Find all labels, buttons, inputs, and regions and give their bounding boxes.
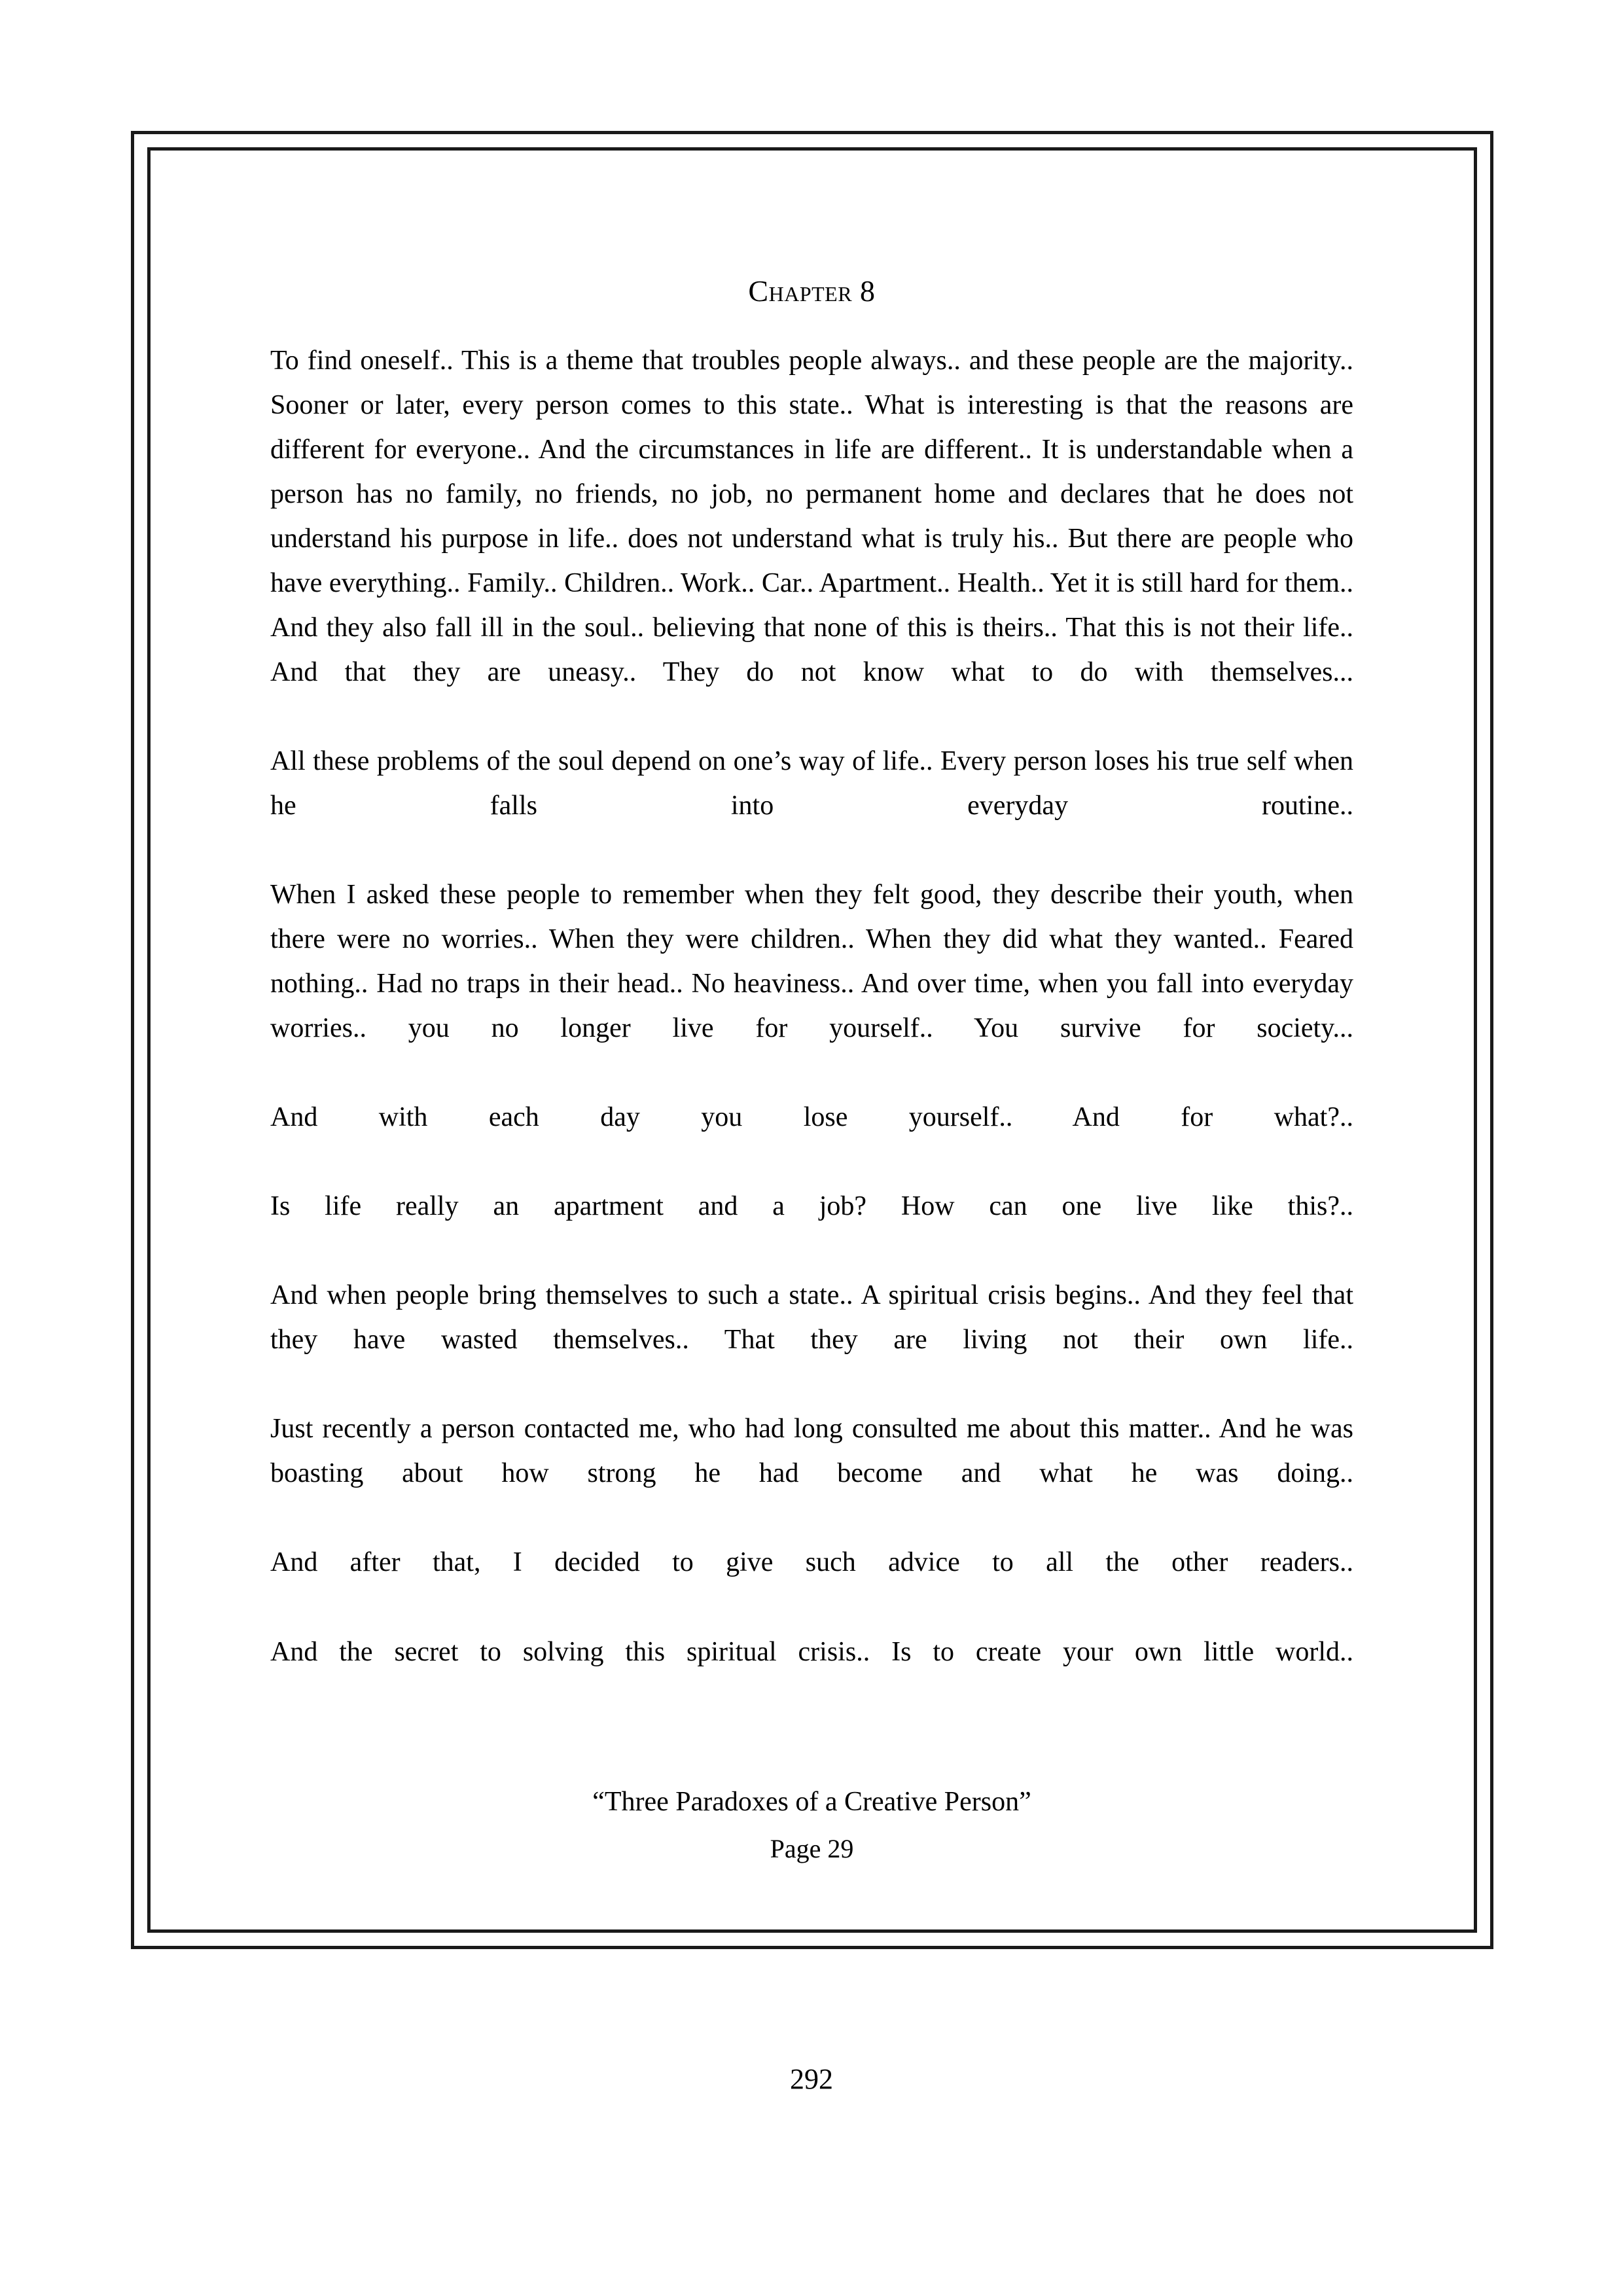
- source-page-reference: Page 29: [770, 1833, 854, 1863]
- body-paragraph: And with each day you lose yourself.. And for what?..: [270, 1102, 1353, 1133]
- page-folio-number: 292: [790, 2063, 833, 2095]
- attribution-block: [270, 1782, 1353, 1869]
- body-paragraph: Just recently a person contacted me, who had long consulted me about this matter.. And he was boasting about how strong he had become and what he was doing..: [270, 1414, 1353, 1489]
- body-text: [270, 338, 1353, 1719]
- page-content: [270, 275, 1353, 1869]
- source-title: “Three Paradoxes of a Creative Person”: [592, 1786, 1031, 1817]
- body-paragraph: When I asked these people to remember when they felt good, they describe their youth, when there were no worries.. When they were children.. When they did what they wanted.. Feared nothing.. Had no traps in their head.. No heaviness.. And over time, when you fall into everyday worries.. you no longer live for yourself.. You survive for society...: [270, 879, 1353, 1044]
- body-paragraph: And after that, I decided to give such advice to all the other readers..: [270, 1547, 1353, 1578]
- body-paragraph: And when people bring themselves to such a state.. A spiritual crisis begins.. And they feel that they have wasted themselves.. That they are living not their own life..: [270, 1280, 1353, 1355]
- body-paragraph: Is life really an apartment and a job? How can one live like this?..: [270, 1191, 1353, 1222]
- chapter-heading: Chapter 8: [748, 274, 876, 308]
- body-paragraph: And the secret to solving this spiritual crisis.. Is to create your own little world..: [270, 1636, 1353, 1667]
- body-paragraph: All these problems of the soul depend on one’s way of life.. Every person loses his true self when he falls into everyday routine..: [270, 745, 1353, 821]
- body-paragraph: To find oneself.. This is a theme that troubles people always.. and these people are the majority.. Sooner or later, every person comes to this state.. What is interesting is that the reasons are different for everyone.. And the circumstances in life are different.. It is understandable when a person has no family, no friends, no job, no permanent home and declares that he does not understand his purpose in life.. does not understand what is truly his.. But there are people who have everything.. Family.. Children.. Work.. Car.. Apartment.. Health.. Yet it is still hard for them.. And they also fall ill in the soul.. believing that none of this is theirs.. That this is not their life.. And that they are uneasy.. They do not know what to do with themselves...: [270, 345, 1353, 687]
